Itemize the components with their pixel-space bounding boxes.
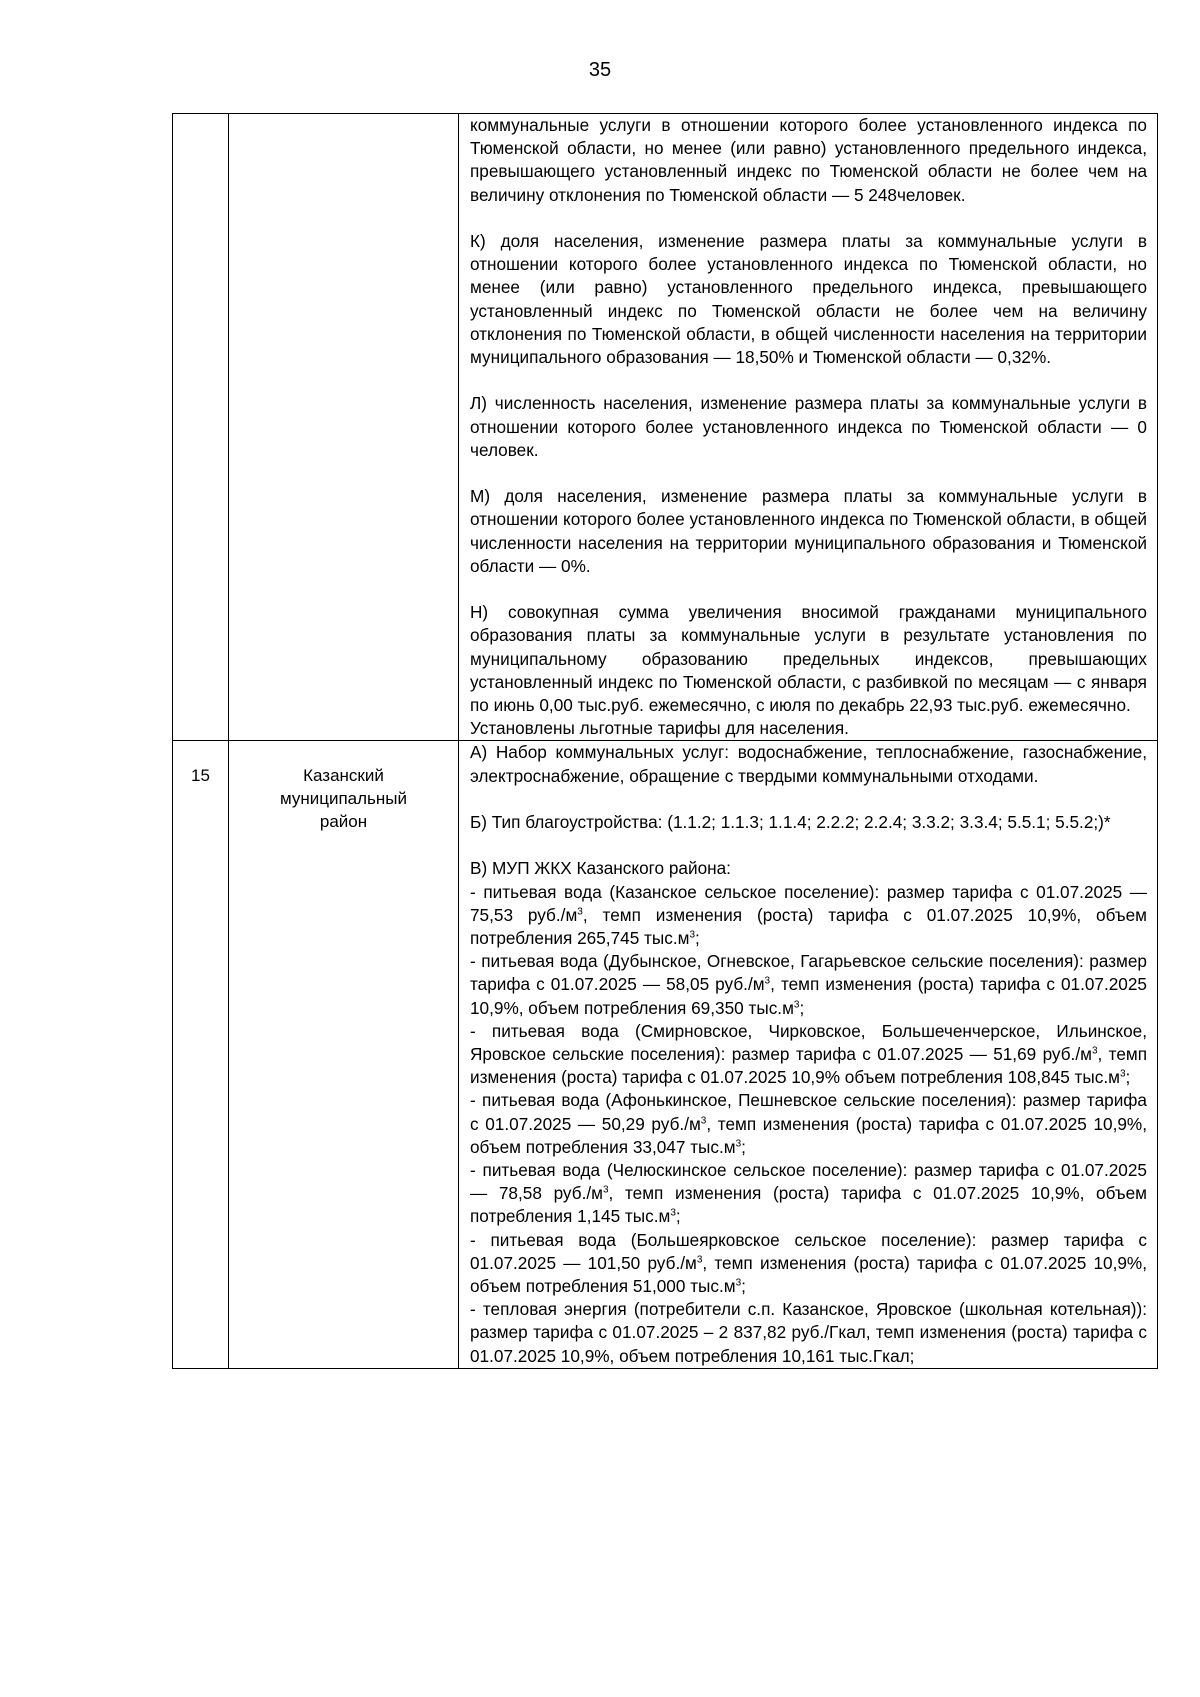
water-tariff-item: - питьевая вода (Большеярковское сельское поселение): размер тарифа с 01.07.2025 — 101,50 $руб./м^3$, темп изменения (роста) тарифа с 01.07.2025 10,9%, объем потребления 51,000 $тыс.м^3$;: [470, 1229, 1147, 1297]
water-tariff-item: - питьевая вода (Дубынское, Огневское, Гагарьевское сельские поселения): размер тарифа с 01.07.2025 — 58,05 $руб./м^3$, темп изменения (роста) тарифа с 01.07.2025 10,9%, объем потребления 69,350 $тыс.м^3$;: [470, 951, 1147, 1018]
municipality-name-line: Казанский: [303, 766, 384, 786]
table-row-continued: [173, 114, 1158, 741]
row-content-cell: [459, 114, 1158, 741]
municipality-name-line: район: [319, 812, 368, 832]
paragraph-l: Л) численность населения, изменение размера платы за коммунальные услуги в отношении которого более установленного индекса по Тюменской области — 0 человек.: [470, 393, 1147, 460]
municipality-name-line: муниципальный: [279, 789, 408, 809]
row-number: 15: [173, 741, 229, 1368]
water-tariff-item: - питьевая вода (Афонькинское, Пешневское сельские поселения): размер тарифа с 01.07.2025 — 50,29 $руб./м^3$, темп изменения (роста) тарифа с 01.07.2025 10,9%, объем потребления 33,047 $тыс.м^3$;: [470, 1090, 1147, 1157]
row-number-cell-empty: [173, 114, 229, 741]
row-name-cell-empty: [229, 114, 459, 741]
paragraph-k: К) доля населения, изменение размера платы за коммунальные услуги в отношении которого более установленного индекса по Тюменской области, но менее (или равно) установленного предельного индекса, превышающего установленный индекс по Тюменской области не более чем на величину отклонения по Тюменской области, в общей численности населения на территории муниципального образования — 18,50% и Тюменской области — 0,32%.: [470, 231, 1147, 368]
paragraph-n: Н) совокупная сумма увеличения вносимой гражданами муниципального образования платы за коммунальные услуги в результате установления по муниципальному образованию предельных индексов, превышающих установленный индекс по Тюменской области, с разбивкой по месяцам — с января по июнь 0,00 тыс.руб. ежемесячно, с июля по декабрь 22,93 тыс.руб. ежемесячно.: [470, 602, 1147, 716]
water-tariff-item: - питьевая вода (Казанское сельское поселение): размер тарифа с 01.07.2025 — 75,53 $руб./м^3$, темп изменения (роста) тарифа с 01.07.2025 10,9%, объем потребления 265,745 $тыс.м^3$;: [470, 881, 1148, 949]
municipality-name: [229, 741, 459, 1368]
water-tariff-item: - питьевая вода (Смирновское, Чирковское, Большеченчерское, Ильинское, Яровское сельские поселения): размер тарифа с 01.07.2025 — 51,69 $руб./м^3$, темп изменения (роста) тарифа с 01.07.2025 10,9% объем потребления 108,845 $тыс.м^3$;: [470, 1020, 1147, 1088]
benefit-tariffs-note: Установлены льготные тарифы для населения.: [470, 718, 849, 739]
paragraph-a: А) Набор коммунальных услуг: водоснабжение, теплоснабжение, газоснабжение, электроснабжение, обращение с твердыми коммунальными отходами.: [470, 742, 1147, 786]
paragraph-continued: коммунальные услуги в отношении которого более установленного индекса по Тюменской области, но менее (или равно) установленного предельного индекса, превышающего установленный индекс по Тюменской области не более чем на величину отклонения по Тюменской области — 5 248человек.: [470, 115, 1147, 205]
page-number: 35: [588, 59, 612, 81]
paragraph-m: М) доля населения, изменение размера платы за коммунальные услуги в отношении которого более установленного индекса по Тюменской области, в общей численности населения на территории муниципального образования и Тюменской области — 0%.: [470, 486, 1147, 576]
paragraph-v-heading: В) МУП ЖКХ Казанского района:: [470, 858, 731, 879]
row-15-content-cell: [459, 741, 1158, 1368]
heat-tariff-item: - тепловая энергия (потребители с.п. Казанское, Яровское (школьная котельная)): размер тарифа с 01.07.2025 – 2 837,82 руб./Гкал, темп изменения (роста) тарифа с 01.07.2025 10,9%, объем потребления 10,161 тыс.Гкал;: [470, 1299, 1147, 1366]
paragraph-b: Б) Тип благоустройства: (1.1.2; 1.1.3; 1.1.4; 2.2.2; 2.2.4; 3.3.2; 3.3.4; 5.5.1; 5.5.2;)*: [470, 812, 1111, 833]
table-row-15: [173, 741, 1158, 1368]
tariff-table: [172, 113, 1158, 1369]
water-tariff-item: - питьевая вода (Челюскинское сельское поселение): размер тарифа с 01.07.2025 — 78,58 $руб./м^3$, темп изменения (роста) тарифа с 01.07.2025 10,9%, объем потребления 1,145 $тыс.м^3$;: [470, 1160, 1147, 1227]
